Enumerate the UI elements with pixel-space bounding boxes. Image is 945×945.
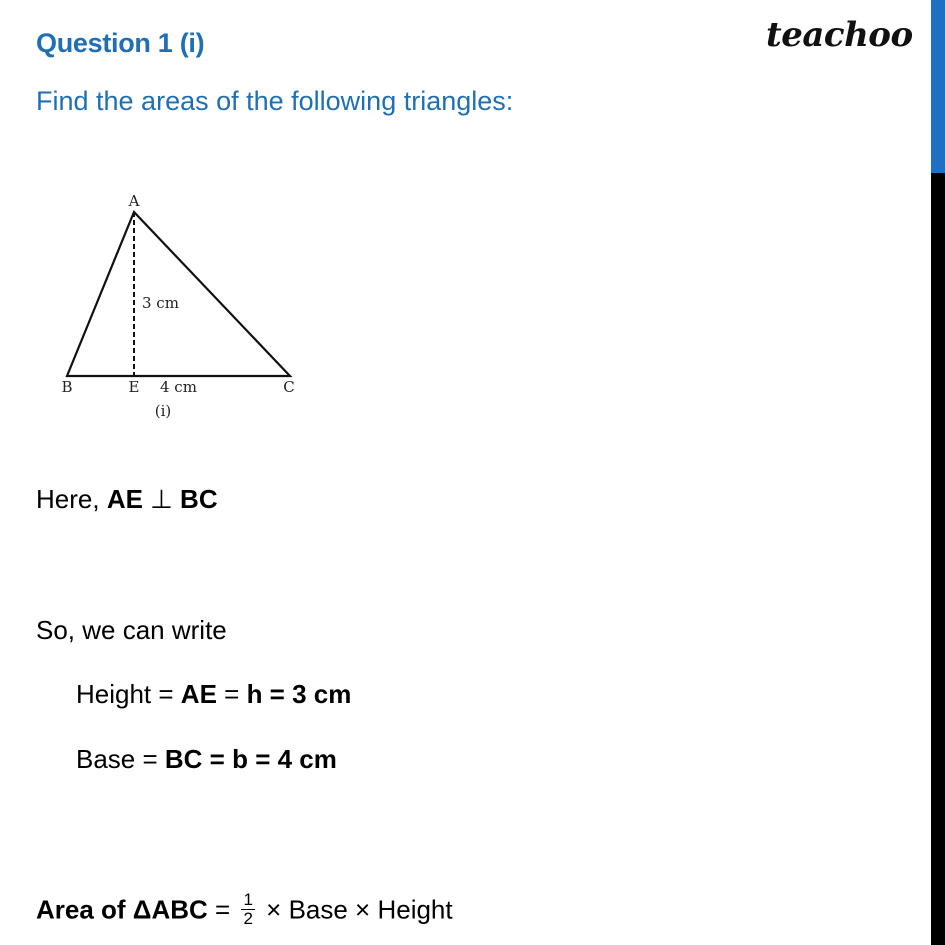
triangle-figure bbox=[50, 185, 320, 430]
height-value: h = 3 cm bbox=[246, 679, 352, 709]
segment-bc: BC bbox=[180, 484, 218, 514]
question-text: Find the areas of the following triangles: bbox=[36, 86, 514, 116]
solution-line-intro: So, we can write bbox=[36, 615, 227, 645]
question-title: Question 1 (i) bbox=[36, 28, 205, 58]
base-label: 4 cm bbox=[160, 378, 197, 396]
text: = bbox=[216, 679, 247, 709]
vertex-label-b: B bbox=[61, 378, 73, 396]
vertex-label-c: C bbox=[283, 378, 295, 396]
text: × Base × Height bbox=[258, 894, 453, 925]
solution-line-area-formula bbox=[36, 890, 453, 930]
segment-ae: AE bbox=[180, 679, 217, 709]
figure-caption: (i) bbox=[154, 402, 172, 420]
teachoo-logo: teachoo bbox=[766, 15, 913, 55]
fraction-denominator: 2 bbox=[243, 909, 253, 928]
segment-ae: AE bbox=[106, 484, 143, 514]
solution-line-height bbox=[76, 679, 351, 710]
perpendicular-symbol: ⊥ bbox=[142, 484, 181, 514]
vertex-label-e: E bbox=[128, 378, 140, 396]
solution-line-perpendicular bbox=[36, 484, 218, 515]
height-label: 3 cm bbox=[142, 294, 179, 312]
text: Base = bbox=[76, 744, 165, 774]
area-label: Area of ΔABC bbox=[36, 894, 208, 925]
text: = bbox=[207, 894, 238, 925]
side-bar-dark bbox=[931, 173, 945, 945]
side-bar-accent bbox=[931, 0, 945, 173]
solution-line-base bbox=[76, 744, 337, 775]
fraction-numerator: 1 bbox=[243, 890, 253, 909]
base-value: BC = b = 4 cm bbox=[164, 744, 337, 774]
fraction-one-half bbox=[241, 891, 254, 928]
text: Height = bbox=[76, 679, 181, 709]
vertex-label-a: A bbox=[128, 192, 140, 210]
text: Here, bbox=[36, 484, 107, 514]
